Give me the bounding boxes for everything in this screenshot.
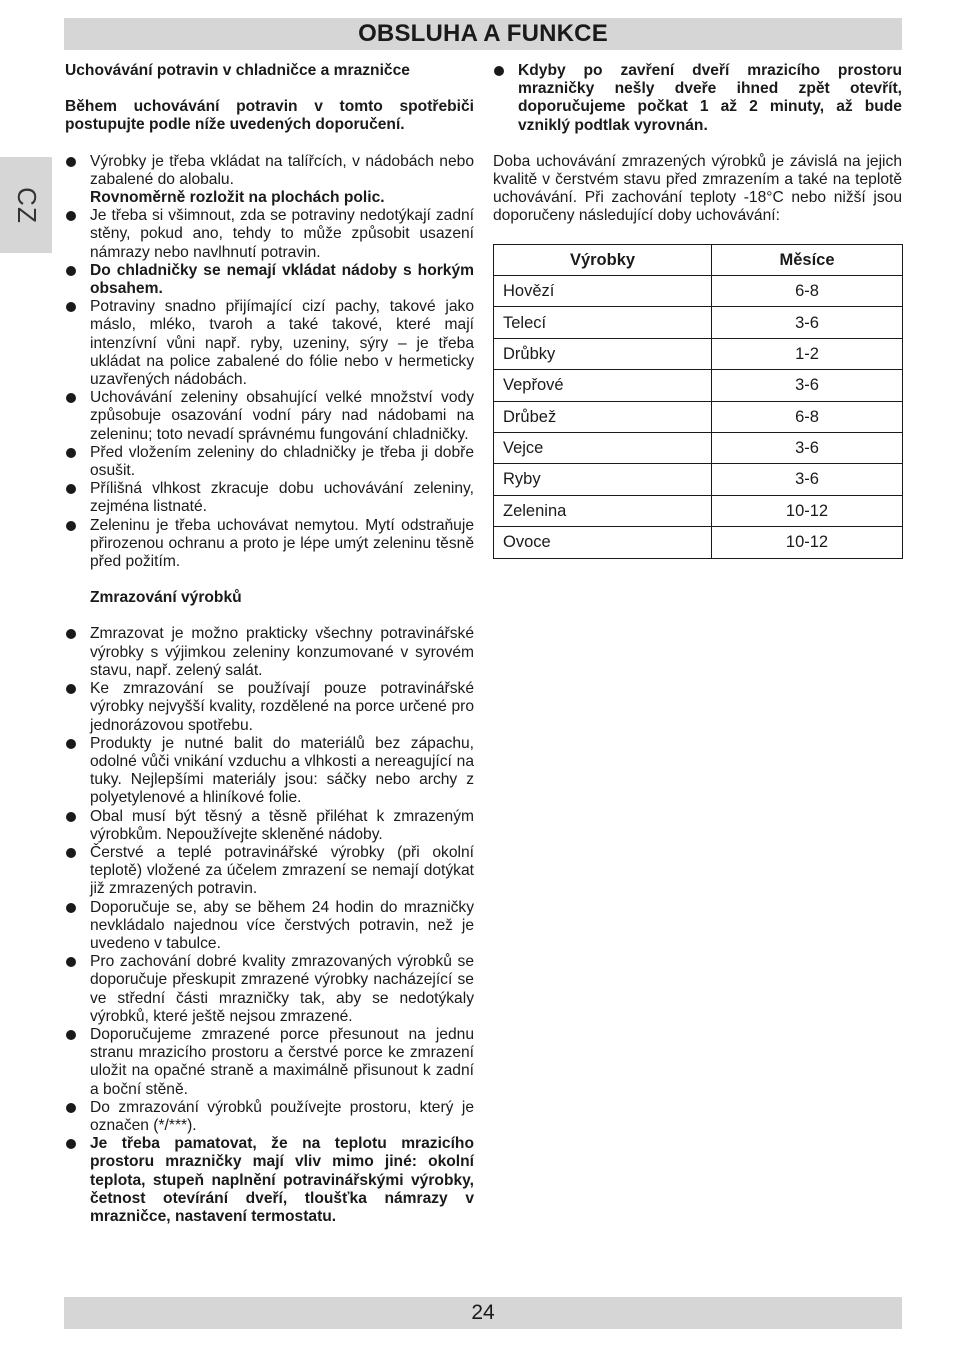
list-item: Je třeba pamatovat, že na teplotu mrazicího prostoru mrazničky mají vliv mimo jiné: okolní teplota, stupeň naplnění potravinářskými výrobky, četnost otevírání dveří, tloušťka námrazy v mrazničce, nastavení termostatu. (65, 1135, 474, 1226)
table-row (494, 495, 903, 526)
product-cell: Telecí (494, 307, 712, 338)
months-cell: 3-6 (712, 370, 903, 401)
table-header-row (494, 244, 903, 275)
product-cell: Vejce (494, 432, 712, 463)
page-number: 24 (471, 1301, 495, 1324)
product-cell: Hovězí (494, 276, 712, 307)
storage-duration-text: Doba uchovávání zmrazených výrobků je závislá na jejich kvalitě v čerstvém stavu před zmrazením a také na teplotě uchovávání. Při zachování teploty -18°C nebo nižší jsou doporučeny následující doby uchovávání: (493, 152, 902, 225)
list-item: Do chladničky se nemají vkládat nádoby s horkým obsahem. (65, 262, 474, 298)
storage-tips-list (65, 153, 474, 572)
table-row (494, 338, 903, 369)
product-cell: Drůbky (494, 338, 712, 369)
table-row (494, 464, 903, 495)
list-item: Zmrazovat je možno prakticky všechny potravinářské výrobky s výjimkou zeleniny konzumované v syrovém stavu, např. zelený salát. (65, 625, 474, 680)
product-cell: Ryby (494, 464, 712, 495)
left-column (65, 62, 474, 1226)
list-item: Ke zmrazování se používají pouze potravinářské výrobky nejvyšší kvality, rozdělené na porce určené pro jednorázovou spotřebu. (65, 680, 474, 735)
list-item: Je třeba si všimnout, zda se potraviny nedotýkají zadní stěny, pokud ano, tehdy to může způsobit usazení námrazy nebo navlhnutí potravin. (65, 207, 474, 262)
product-cell: Ovoce (494, 527, 712, 558)
months-cell: 3-6 (712, 432, 903, 463)
door-note-list (493, 62, 902, 135)
list-item: Kdyby po zavření dveří mrazicího prostoru mrazničky nešly dveře ihned zpět otevřít, doporučujeme počkat 1 až 2 minuty, až bude vzniklý podtlak vyrovnán. (493, 62, 902, 135)
page-title: OBSLUHA A FUNKCE (358, 20, 608, 47)
list-item: Doporučujeme zmrazené porce přesunout na jednu stranu mrazicího prostoru a čerstvé porce ke zmrazení uložit na opačné straně a maximálně přisunout k zadní a boční stěně. (65, 1026, 474, 1099)
language-tab-label: CZ (11, 186, 42, 224)
list-item: Zeleninu je třeba uchovávat nemytou. Mytí odstraňuje přirozenou ochranu a proto je lépe umýt zeleninu těsně před požitím. (65, 517, 474, 572)
list-item: Přílišná vlhkost zkracuje dobu uchovávání zeleniny, zejména listnaté. (65, 480, 474, 516)
list-item: Výrobky je třeba vkládat na talířcích, v nádobách nebo zabalené do alobalu. (65, 153, 474, 189)
months-cell: 10-12 (712, 495, 903, 526)
list-item: Obal musí být těsný a těsně přiléhat k zmrazeným výrobkům. Nepoužívejte skleněné nádoby. (65, 808, 474, 844)
product-cell: Vepřové (494, 370, 712, 401)
list-item: Před vložením zeleniny do chladničky je třeba ji dobře osušit. (65, 444, 474, 480)
list-item: Rovnoměrně rozložit na plochách polic. (90, 189, 385, 207)
list-item: Produkty je nutné balit do materiálů bez zápachu, odolné vůči vnikání vzduchu a vlhkosti a nereagující na tuky. Nejlepšími materiály jsou: sáčky nebo archy z polyetylenové a hliníkové folie. (65, 735, 474, 808)
table-row (494, 401, 903, 432)
months-cell: 3-6 (712, 464, 903, 495)
header-bar (64, 18, 902, 50)
table-row (494, 370, 903, 401)
column-header-products: Výrobky (494, 244, 712, 275)
list-item: Čerstvé a teplé potravinářské výrobky (při okolní teplotě) vložené za účelem zmrazení se nemají dotýkat již zmrazených potravin. (65, 844, 474, 899)
intro-text: Během uchovávání potravin v tomto spotřebiči postupujte podle níže uvedených doporučení. (65, 98, 474, 134)
table-row (494, 276, 903, 307)
footer-bar (64, 1297, 902, 1329)
product-cell: Drůbež (494, 401, 712, 432)
months-cell: 6-8 (712, 401, 903, 432)
list-item: Do zmrazování výrobků používejte prostoru, který je označen (*/***). (65, 1099, 474, 1135)
months-cell: 10-12 (712, 527, 903, 558)
subheading-freezing: Zmrazování výrobků (90, 589, 242, 607)
freezing-tips-list (65, 625, 474, 1226)
storage-table (493, 244, 903, 559)
months-cell: 6-8 (712, 276, 903, 307)
column-header-months: Měsíce (712, 244, 903, 275)
list-item: Pro zachování dobré kvality zmrazovaných výrobků se doporučuje přeskupit zmrazené výrobky nacházející se ve střední části mrazničky tak, aby se nedotýkaly výrobků, které ještě nejsou zmrazené. (65, 953, 474, 1026)
right-column (493, 62, 902, 559)
product-cell: Zelenina (494, 495, 712, 526)
list-item: Doporučuje se, aby se během 24 hodin do mrazničky nevkládalo najednou více čerstvých potravin, než je uvedeno v tabulce. (65, 899, 474, 954)
months-cell: 3-6 (712, 307, 903, 338)
list-item: Uchovávání zeleniny obsahující velké množství vody způsobuje osazování vodní páry nad nádobami na zeleninu; toto nevadí správnému fungování chladničky. (65, 389, 474, 444)
list-item: Potraviny snadno přijímající cizí pachy, takové jako máslo, mléko, tvaroh a také takové, které mají intenzívní vůni např. ryby, uzeniny, sýry – je třeba ukládat na police zabalené do fólie nebo v hermeticky uzavřených nádobách. (65, 298, 474, 389)
table-row (494, 527, 903, 558)
language-tab (0, 157, 52, 253)
section-heading: Uchovávání potravin v chladničce a mrazničce (65, 62, 410, 79)
table-row (494, 307, 903, 338)
months-cell: 1-2 (712, 338, 903, 369)
table-row (494, 432, 903, 463)
